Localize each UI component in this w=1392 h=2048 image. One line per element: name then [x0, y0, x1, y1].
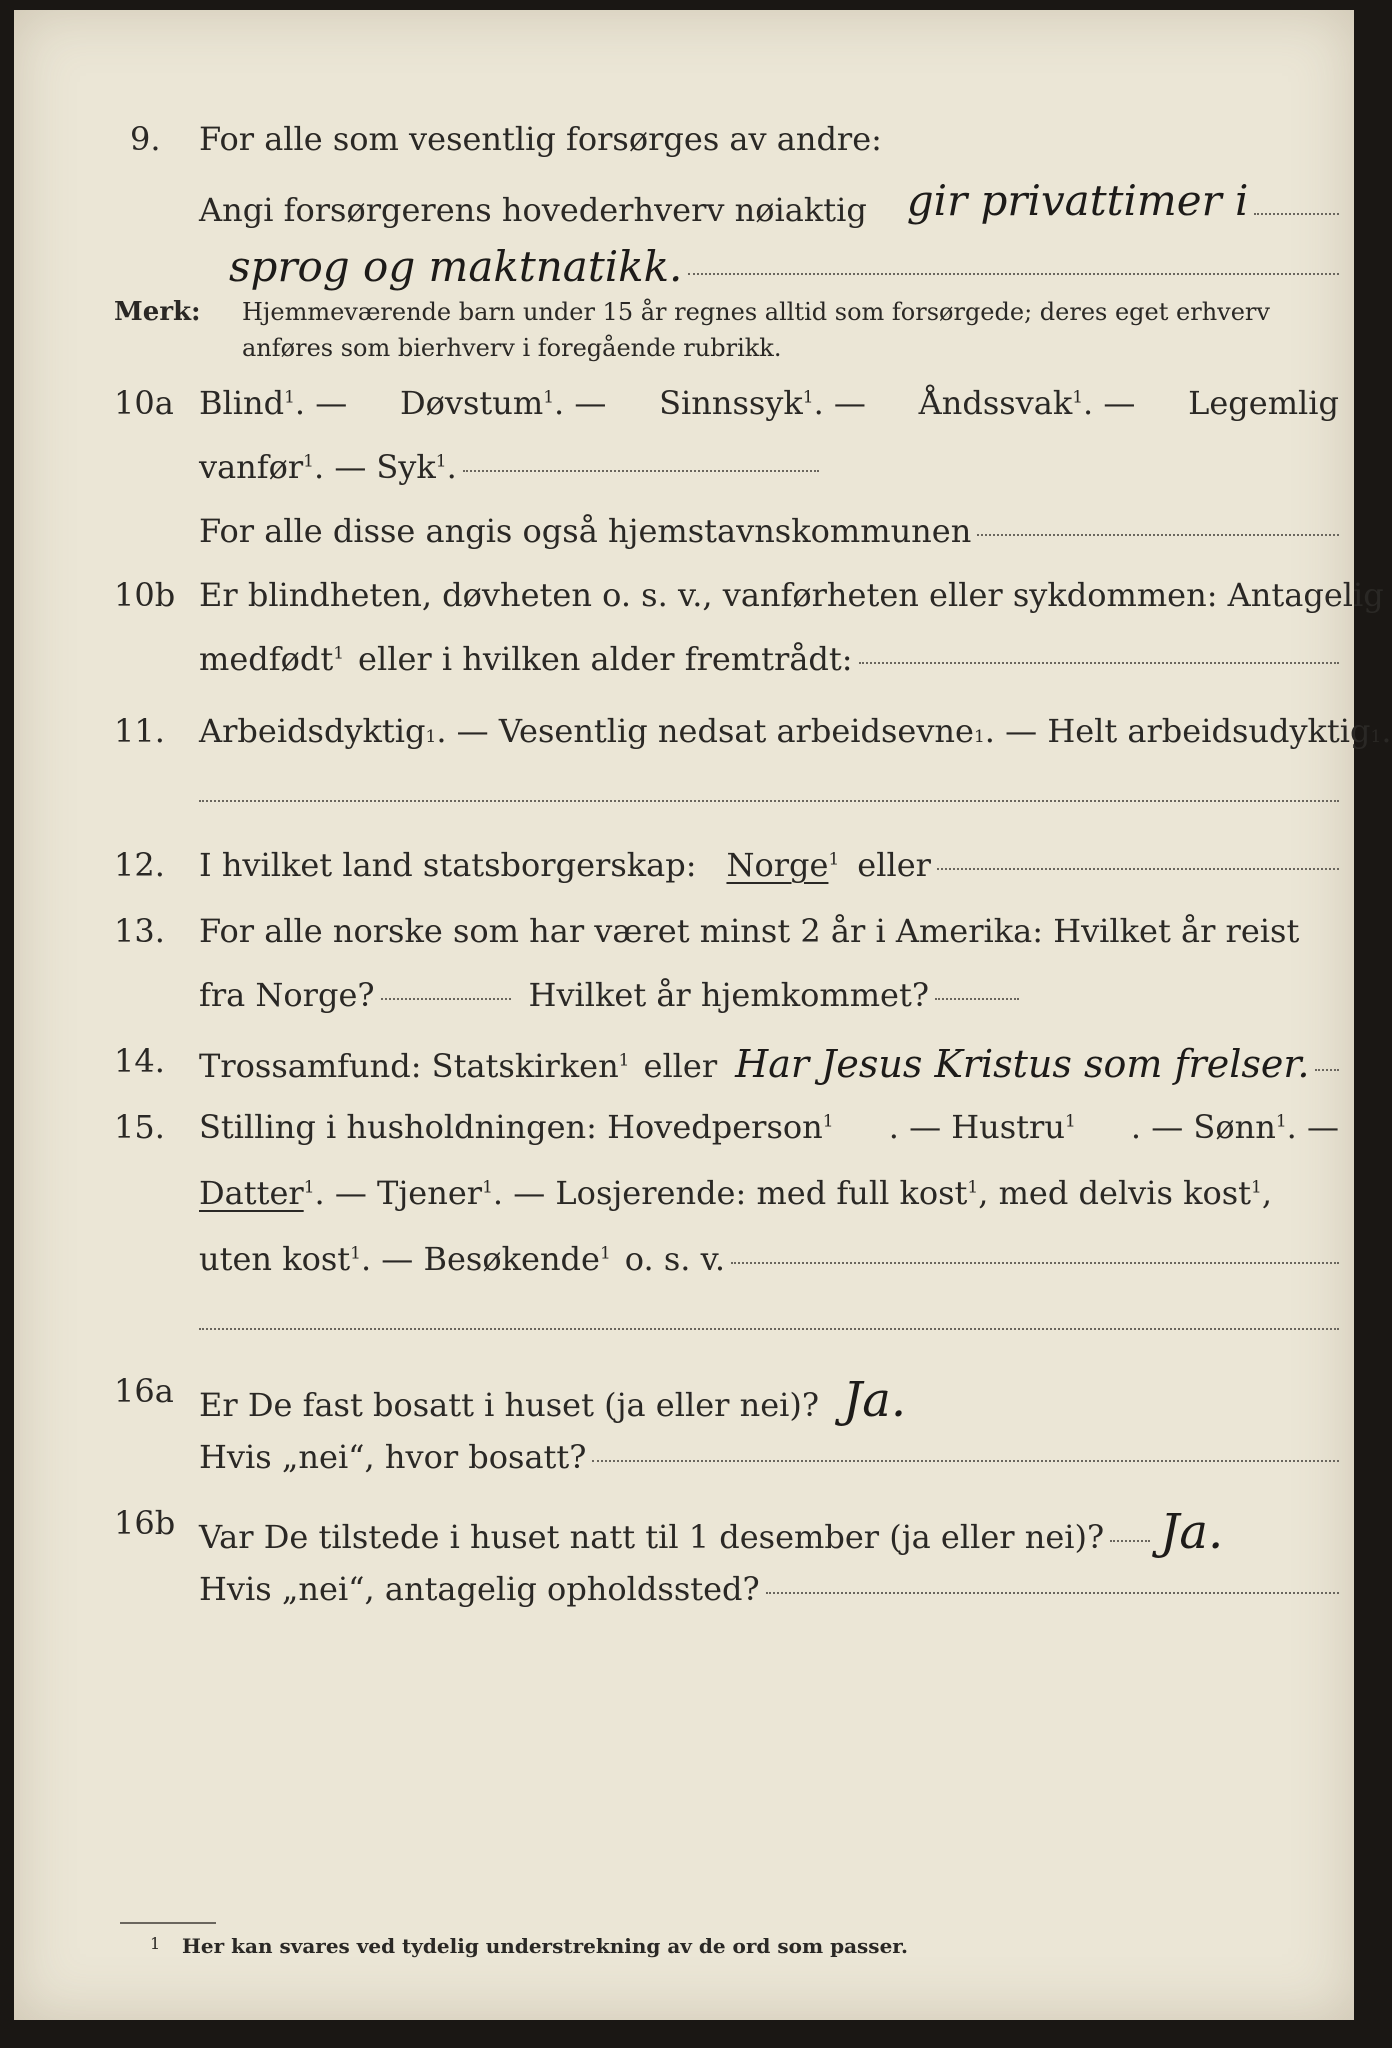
q10b-medfodt: medfødt$^1$ — [199, 640, 345, 678]
q15-losjerende: . — Losjerende: med full kost$^1$ — [492, 1174, 979, 1212]
q12-fill-line — [937, 867, 1339, 870]
q16b-line1 — [199, 1504, 1223, 1560]
q15-fill-line-1 — [731, 1261, 1339, 1264]
q10a-hjemstavn-label: For alle disse angis også hjemstavnskommunen — [199, 512, 972, 550]
q12-norge-underlined: Norge$^1$ — [726, 846, 840, 884]
q9-line1: For alle som vesentlig forsørges av andre: — [199, 120, 882, 158]
footnote-separator — [120, 1922, 216, 1924]
q10a-line1 — [199, 384, 1339, 422]
q10a-line2 — [199, 448, 819, 486]
q13-fill-line-1 — [381, 997, 511, 1000]
q10a-blind: Blind$^1$. — — [199, 384, 348, 422]
q15-line2 — [199, 1174, 1339, 1212]
q16a-handwritten-answer: Ja. — [843, 1372, 907, 1428]
q10a-legemlig: Legemlig — [1188, 384, 1339, 422]
q12-label: I hvilket land statsborgerskap: — [199, 846, 697, 884]
q12-eller: eller — [857, 846, 931, 884]
q15-hovedperson: Stilling i husholdningen: Hovedperson$^1$ — [199, 1108, 834, 1146]
q15-datter-underlined: Datter$^1$ — [199, 1174, 315, 1212]
question-number-15: 15. — [114, 1108, 165, 1146]
question-number-12: 12. — [114, 846, 165, 884]
question-number-10a: 10a — [114, 384, 174, 422]
q16b-line2 — [199, 1570, 1339, 1608]
q9-fill-line-1 — [1254, 212, 1339, 215]
q15-besokende: . — Besøkende$^1$ — [360, 1240, 611, 1278]
q15-tjener: . — Tjener$^1$ — [314, 1174, 493, 1212]
q16a-fill-line — [592, 1459, 1339, 1462]
q9-line2-label: Angi forsørgerens hovederhverv nøiaktig — [199, 191, 867, 229]
q9-handwritten-answer-2: sprog og maktnatikk. — [229, 242, 683, 291]
q15-delvis-kost: , med delvis kost$^1$, — [978, 1174, 1273, 1212]
q13-line2 — [199, 976, 1019, 1014]
q16b-opholdssted: Hvis „nei“, antagelig opholdssted? — [199, 1570, 760, 1608]
q14-line — [199, 1042, 1339, 1086]
q15-fill-line-2 — [199, 1328, 1339, 1330]
q10a-line3 — [199, 512, 1339, 550]
merk-label: Merk: — [114, 297, 201, 327]
q10b-fill-line — [859, 661, 1339, 664]
q15-osv: o. s. v. — [624, 1240, 726, 1278]
q16a-hvor-bosatt: Hvis „nei“, hvor bosatt? — [199, 1438, 587, 1476]
merk-line1: Hjemmeværende barn under 15 år regnes alltid som forsørgede; deres eget erhverv — [242, 298, 1270, 326]
q9-line3 — [199, 242, 1339, 291]
q10a-vanfor: vanfør$^1$. — — [199, 448, 367, 486]
q16a-line2 — [199, 1438, 1339, 1476]
q15-uten-kost: uten kost$^1$ — [199, 1240, 361, 1278]
q16b-label: Var De tilstede i huset natt til 1 desember (ja eller nei)? — [199, 1518, 1105, 1556]
q14-eller: eller — [643, 1047, 718, 1085]
q10b-line2 — [199, 640, 1339, 678]
question-number-13: 13. — [114, 912, 165, 950]
q14-label: Trossamfund: Statskirken$^1$ — [199, 1047, 630, 1085]
q13-hjemkommet: Hvilket år hjemkommet? — [528, 976, 929, 1014]
question-number-16b: 16b — [114, 1504, 176, 1542]
q13-line1: For alle norske som har været minst 2 år i Amerika: Hvilket år reist — [199, 912, 1300, 950]
q13-fill-line-2 — [935, 997, 1019, 1000]
q9-fill-line-2 — [688, 272, 1339, 275]
q10a-fill-line-2 — [977, 533, 1339, 536]
q16b-handwritten-answer: Ja. — [1160, 1504, 1224, 1560]
q11-fill-line — [199, 800, 1339, 802]
q10a-syk: Syk$^1$. — [376, 448, 457, 486]
question-number-11: 11. — [114, 712, 165, 750]
census-form-page — [14, 10, 1392, 2020]
q10a-dovstum: Døvstum$^1$. — — [399, 384, 607, 422]
q11-line1: Arbeidsdyktig 1 . — Vesentlig nedsat arbeidsevne 1 . — Helt arbeidsudyktig 1 . — [199, 712, 1392, 750]
q9-handwritten-answer-1: gir privattimer i — [906, 176, 1249, 225]
q15-hustru: . — Hustru$^1$ — [888, 1108, 1076, 1146]
q14-fill-line — [1315, 1068, 1339, 1071]
q15-sonn: . — Sønn$^1$. — — [1130, 1108, 1339, 1146]
question-number-10b: 10b — [114, 576, 176, 614]
q10b-line1: Er blindheten, døvheten o. s. v., vanførheten eller sykdommen: Antagelig — [199, 576, 1384, 614]
q14-handwritten-answer: Har Jesus Kristus som frelser. — [735, 1042, 1310, 1086]
q16b-fill-short — [1110, 1539, 1150, 1542]
q10a-sinnssyk: Sinnssyk$^1$. — — [659, 384, 866, 422]
footnote-mark: 1 — [150, 1934, 161, 1953]
q16a-line1 — [199, 1372, 906, 1428]
question-number-16a: 16a — [114, 1372, 174, 1410]
q16b-fill-line — [766, 1591, 1339, 1594]
merk-line2: anføres som bierhverv i foregående rubrikk. — [242, 334, 782, 362]
footnote-text: Her kan svares ved tydelig understrekning av de ord som passer. — [182, 1934, 908, 1958]
q10b-alder-label: eller i hvilken alder fremtrådt: — [358, 640, 853, 678]
q12-line — [199, 846, 1339, 884]
q10a-andssvak: Åndssvak$^1$. — — [918, 384, 1136, 422]
q13-fra-norge: fra Norge? — [199, 976, 375, 1014]
q9-line2 — [199, 176, 1339, 231]
q15-line3 — [199, 1240, 1339, 1278]
q10a-fill-line-1 — [463, 469, 819, 472]
question-number-14: 14. — [114, 1042, 165, 1080]
q15-line1 — [199, 1108, 1339, 1146]
question-number-9: 9. — [130, 120, 161, 158]
q16a-label: Er De fast bosatt i huset (ja eller nei)? — [199, 1386, 820, 1424]
